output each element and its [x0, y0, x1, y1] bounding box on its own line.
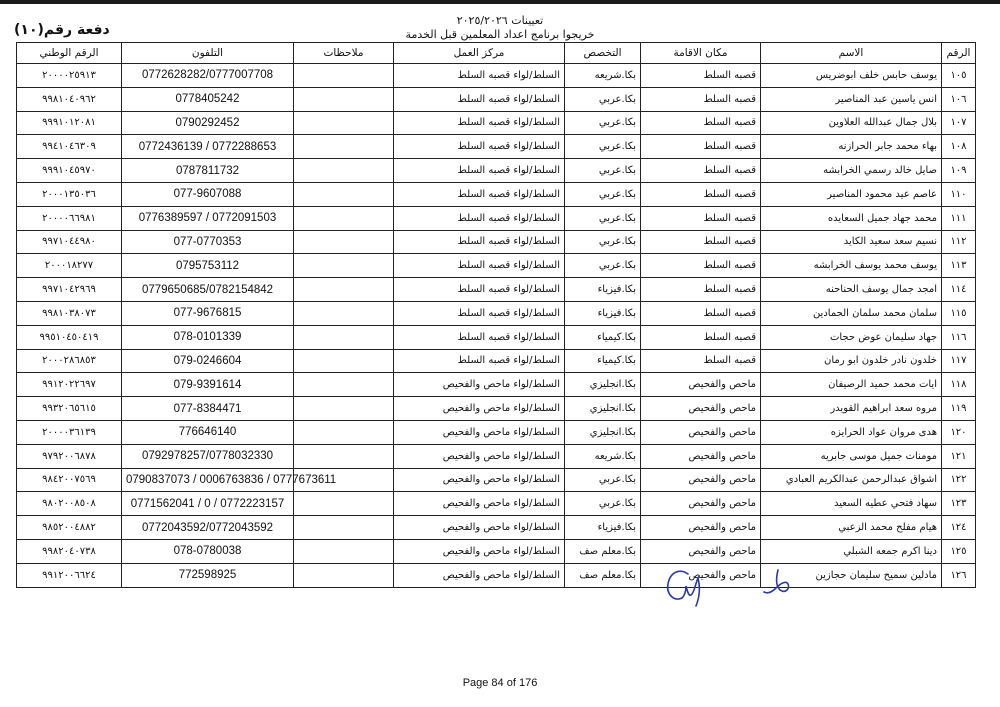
cell-name: جهاد سليمان عوض حجات: [761, 325, 942, 349]
cell-work: السلط/لواء قصبه السلط: [394, 230, 565, 254]
cell-work: السلط/لواء قصبه السلط: [394, 182, 565, 206]
cell-national-id: ٩٩٧١٠٤٢٩٦٩: [17, 278, 122, 302]
cell-num: ١٠٩: [942, 159, 976, 183]
cell-phone: 0772436139 / 0772288653: [122, 135, 294, 159]
cell-phone: 077-0770353: [122, 230, 294, 254]
cell-specialty: بكا.عربي: [565, 159, 641, 183]
table-body: [17, 64, 976, 588]
cell-phone: 078-0780038: [122, 539, 294, 563]
cell-work: السلط/لواء قصبه السلط: [394, 349, 565, 373]
cell-national-id: ٩٩٨٢٠٤٠٧٣٨: [17, 539, 122, 563]
cell-national-id: ٢٠٠٠٠٣٦١٣٩: [17, 420, 122, 444]
cell-phone: 0779650685/0782154842: [122, 278, 294, 302]
cell-num: ١١٦: [942, 325, 976, 349]
cell-num: ١١٣: [942, 254, 976, 278]
cell-national-id: ٢٠٠٠٢٨٦٨٥٣: [17, 349, 122, 373]
cell-national-id: ٢٠٠٠٠٢٥٩١٣: [17, 64, 122, 88]
cell-residence: قصبه السلط: [641, 278, 761, 302]
table-row: [17, 111, 976, 135]
cell-name: مومنات جميل موسى جابريه: [761, 444, 942, 468]
cell-name: عاصم عيد محمود المناصير: [761, 182, 942, 206]
cell-residence: ماحص والفحيص: [641, 539, 761, 563]
table-row: [17, 301, 976, 325]
cell-num: ١١٤: [942, 278, 976, 302]
col-header-phone: التلفون: [122, 43, 294, 64]
cell-num: ١٠٦: [942, 87, 976, 111]
cell-notes: [294, 444, 394, 468]
cell-specialty: بكا.فيزياء: [565, 301, 641, 325]
cell-national-id: ٩٩٨١٠٣٨٠٧٣: [17, 301, 122, 325]
cell-residence: قصبه السلط: [641, 159, 761, 183]
cell-residence: ماحص والفحيص: [641, 420, 761, 444]
cell-notes: [294, 135, 394, 159]
top-border: [0, 0, 1000, 4]
cell-specialty: بكا.عربي: [565, 111, 641, 135]
cell-residence: ماحص والفحيص: [641, 563, 761, 587]
table-row: [17, 87, 976, 111]
cell-notes: [294, 64, 394, 88]
col-header-residence: مكان الاقامة: [641, 43, 761, 64]
cell-phone: 0787811732: [122, 159, 294, 183]
handwritten-signatures: [650, 560, 810, 610]
table-row: [17, 230, 976, 254]
table-row: [17, 206, 976, 230]
cell-work: السلط/لواء قصبه السلط: [394, 111, 565, 135]
cell-phone: 078-0101339: [122, 325, 294, 349]
cell-notes: [294, 325, 394, 349]
cell-name: صايل خالد رسمي الخرابشه: [761, 159, 942, 183]
cell-phone: 0795753112: [122, 254, 294, 278]
cell-specialty: بكا.فيزياء: [565, 516, 641, 540]
cell-residence: قصبه السلط: [641, 301, 761, 325]
cell-notes: [294, 278, 394, 302]
cell-specialty: بكا.عربي: [565, 135, 641, 159]
cell-national-id: ٩٩٧١٠٤٤٩٨٠: [17, 230, 122, 254]
cell-notes: [294, 563, 394, 587]
cell-phone: 0772628282/0777007708: [122, 64, 294, 88]
table-row: [17, 278, 976, 302]
cell-phone: 776646140: [122, 420, 294, 444]
cell-work: السلط/لواء ماحص والفحيص: [394, 468, 565, 492]
cell-work: السلط/لواء قصبه السلط: [394, 278, 565, 302]
table-row: [17, 539, 976, 563]
cell-specialty: بكا.عربي: [565, 492, 641, 516]
cell-specialty: بكا.شريعه: [565, 64, 641, 88]
cell-notes: [294, 230, 394, 254]
cell-num: ١٢٠: [942, 420, 976, 444]
table-row: [17, 159, 976, 183]
table-row: [17, 420, 976, 444]
cell-phone: 0790837073 / 0006763836 / 0777673611: [122, 468, 294, 492]
cell-residence: قصبه السلط: [641, 206, 761, 230]
cell-phone: 0776389597 / 0772091503: [122, 206, 294, 230]
col-header-specialty: التخصص: [565, 43, 641, 64]
cell-work: السلط/لواء ماحص والفحيص: [394, 563, 565, 587]
batch-number: دفعة رقم(١٠): [14, 22, 110, 38]
table-row: [17, 135, 976, 159]
table-row: [17, 468, 976, 492]
cell-national-id: ٩٧٩٢٠٠٦٨٧٨: [17, 444, 122, 468]
cell-notes: [294, 539, 394, 563]
table-row: [17, 397, 976, 421]
cell-notes: [294, 492, 394, 516]
cell-specialty: بكا.عربي: [565, 87, 641, 111]
cell-name: ايات محمد حميد الرصيفان: [761, 373, 942, 397]
cell-residence: قصبه السلط: [641, 325, 761, 349]
cell-national-id: ٩٩٤١٠٤٦٣٠٩: [17, 135, 122, 159]
table-row: [17, 492, 976, 516]
cell-num: ١٢١: [942, 444, 976, 468]
cell-national-id: ٩٩٣٢٠٦٥٦١٥: [17, 397, 122, 421]
table-row: [17, 444, 976, 468]
cell-phone: 077-9676815: [122, 301, 294, 325]
cell-national-id: ٩٨٠٢٠٠٨٥٠٨: [17, 492, 122, 516]
cell-residence: قصبه السلط: [641, 135, 761, 159]
cell-num: ١٢٣: [942, 492, 976, 516]
cell-name: مادلين سميح سليمان حجازين: [761, 563, 942, 587]
cell-work: السلط/لواء قصبه السلط: [394, 64, 565, 88]
cell-national-id: ٩٩١٢٠٠٦٦٢٤: [17, 563, 122, 587]
cell-work: السلط/لواء قصبه السلط: [394, 206, 565, 230]
col-header-work: مركز العمل: [394, 43, 565, 64]
table-row: [17, 563, 976, 587]
cell-num: ١١٧: [942, 349, 976, 373]
cell-name: سلمان محمد سلمان الحمادين: [761, 301, 942, 325]
cell-name: انس ياسين عبد المناصير: [761, 87, 942, 111]
cell-residence: قصبه السلط: [641, 111, 761, 135]
cell-national-id: ٩٩٩١٠٤٥٩٧٠: [17, 159, 122, 183]
cell-notes: [294, 397, 394, 421]
cell-national-id: ٩٩١٢٠٢٢٦٩٧: [17, 373, 122, 397]
cell-residence: ماحص والفحيص: [641, 373, 761, 397]
cell-name: محمد جهاد جميل السعايده: [761, 206, 942, 230]
cell-work: السلط/لواء قصبه السلط: [394, 325, 565, 349]
cell-specialty: بكا.معلم صف: [565, 539, 641, 563]
document-subtitle: خريجوا برنامج اعداد المعلمين قبل الخدمة: [405, 28, 595, 41]
cell-work: السلط/لواء قصبه السلط: [394, 135, 565, 159]
table-row: [17, 349, 976, 373]
cell-phone: 0790292452: [122, 111, 294, 135]
cell-phone: 0792978257/0778032330: [122, 444, 294, 468]
cell-name: يوسف حابس خلف ابوضريس: [761, 64, 942, 88]
cell-name: بهاء محمد جابر الحرازنه: [761, 135, 942, 159]
cell-name: هيام مفلح محمد الزعبي: [761, 516, 942, 540]
cell-num: ١٠٨: [942, 135, 976, 159]
cell-national-id: ٩٩٩١٠١٢٠٨١: [17, 111, 122, 135]
cell-work: السلط/لواء ماحص والفحيص: [394, 397, 565, 421]
cell-national-id: ٢٠٠٠١٨٢٧٧: [17, 254, 122, 278]
cell-residence: ماحص والفحيص: [641, 468, 761, 492]
cell-residence: قصبه السلط: [641, 254, 761, 278]
cell-name: يوسف محمد يوسف الخرابشه: [761, 254, 942, 278]
cell-notes: [294, 254, 394, 278]
cell-num: ١٢٦: [942, 563, 976, 587]
cell-residence: قصبه السلط: [641, 349, 761, 373]
cell-notes: [294, 182, 394, 206]
table-row: [17, 516, 976, 540]
cell-specialty: بكا.عربي: [565, 468, 641, 492]
cell-national-id: ٩٩٥١٠٤٥٠٤١٩: [17, 325, 122, 349]
cell-work: السلط/لواء قصبه السلط: [394, 87, 565, 111]
cell-residence: ماحص والفحيص: [641, 444, 761, 468]
cell-specialty: بكا.معلم صف: [565, 563, 641, 587]
cell-specialty: بكا.كيمياء: [565, 349, 641, 373]
cell-num: ١١٥: [942, 301, 976, 325]
cell-work: السلط/لواء قصبه السلط: [394, 301, 565, 325]
cell-residence: قصبه السلط: [641, 182, 761, 206]
col-header-national-id: الرقم الوطني: [17, 43, 122, 64]
page-number: Page 84 of 176: [462, 677, 538, 689]
col-header-num: الرقم: [942, 43, 976, 64]
cell-work: السلط/لواء قصبه السلط: [394, 254, 565, 278]
cell-num: ١٢٤: [942, 516, 976, 540]
cell-specialty: بكا.انجليزي: [565, 373, 641, 397]
cell-phone: 077-8384471: [122, 397, 294, 421]
cell-phone: 0778405242: [122, 87, 294, 111]
cell-notes: [294, 349, 394, 373]
cell-num: ١٠٥: [942, 64, 976, 88]
table-header-row: [17, 43, 976, 64]
cell-phone: 079-9391614: [122, 373, 294, 397]
cell-residence: ماحص والفحيص: [641, 397, 761, 421]
cell-work: السلط/لواء ماحص والفحيص: [394, 373, 565, 397]
cell-num: ١١٢: [942, 230, 976, 254]
cell-notes: [294, 516, 394, 540]
cell-name: سهاد فتحي عطيه السعيد: [761, 492, 942, 516]
cell-name: امجد جمال يوسف الحناحنه: [761, 278, 942, 302]
cell-name: دينا اكرم جمعه الشبلي: [761, 539, 942, 563]
cell-num: ١١٠: [942, 182, 976, 206]
cell-phone: 772598925: [122, 563, 294, 587]
table-row: [17, 254, 976, 278]
cell-national-id: ٢٠٠٠١٣٥٠٣٦: [17, 182, 122, 206]
cell-num: ١٢٢: [942, 468, 976, 492]
cell-residence: قصبه السلط: [641, 87, 761, 111]
table-row: [17, 64, 976, 88]
cell-name: مروه سعد ابراهيم القويدر: [761, 397, 942, 421]
cell-name: اشواق عبدالرحمن عبدالكريم العبادي: [761, 468, 942, 492]
cell-num: ١١٩: [942, 397, 976, 421]
cell-residence: ماحص والفحيص: [641, 492, 761, 516]
cell-specialty: بكا.عربي: [565, 254, 641, 278]
cell-work: السلط/لواء ماحص والفحيص: [394, 444, 565, 468]
cell-specialty: بكا.عربي: [565, 230, 641, 254]
cell-num: ١١١: [942, 206, 976, 230]
cell-national-id: ٢٠٠٠٠٦٦٩٨١: [17, 206, 122, 230]
cell-residence: ماحص والفحيص: [641, 516, 761, 540]
cell-notes: [294, 111, 394, 135]
cell-name: بلال جمال عبدالله العلاوين: [761, 111, 942, 135]
cell-work: السلط/لواء قصبه السلط: [394, 159, 565, 183]
cell-national-id: ٩٨٥٢٠٠٤٨٨٢: [17, 516, 122, 540]
cell-phone: 077-9607088: [122, 182, 294, 206]
cell-phone: 0772043592/0772043592: [122, 516, 294, 540]
appointments-table: [16, 42, 976, 588]
cell-specialty: بكا.فيزياء: [565, 278, 641, 302]
cell-specialty: بكا.انجليزي: [565, 397, 641, 421]
cell-specialty: بكا.كيمياء: [565, 325, 641, 349]
cell-residence: قصبه السلط: [641, 230, 761, 254]
cell-num: ١١٨: [942, 373, 976, 397]
cell-work: السلط/لواء ماحص والفحيص: [394, 539, 565, 563]
cell-work: السلط/لواء ماحص والفحيص: [394, 516, 565, 540]
cell-work: السلط/لواء ماحص والفحيص: [394, 492, 565, 516]
cell-specialty: بكا.عربي: [565, 206, 641, 230]
cell-name: نسيم سعد سعيد الكايد: [761, 230, 942, 254]
cell-notes: [294, 206, 394, 230]
cell-national-id: ٩٨٤٢٠٠٧٥٦٩: [17, 468, 122, 492]
col-header-name: الاسم: [761, 43, 942, 64]
col-header-notes: ملاحظات: [294, 43, 394, 64]
cell-specialty: بكا.انجليزي: [565, 420, 641, 444]
cell-notes: [294, 159, 394, 183]
cell-national-id: ٩٩٨١٠٤٠٩٦٢: [17, 87, 122, 111]
cell-phone: 0771562041 / 0 / 0772223157: [122, 492, 294, 516]
cell-work: السلط/لواء ماحص والفحيص: [394, 420, 565, 444]
cell-name: خلدون نادر خلدون ابو رمان: [761, 349, 942, 373]
cell-num: ١٠٧: [942, 111, 976, 135]
cell-phone: 079-0246604: [122, 349, 294, 373]
cell-name: هدى مروان عواد الحرايزه: [761, 420, 942, 444]
table-row: [17, 182, 976, 206]
cell-notes: [294, 87, 394, 111]
cell-specialty: بكا.شريعه: [565, 444, 641, 468]
table-row: [17, 373, 976, 397]
cell-notes: [294, 420, 394, 444]
table-row: [17, 325, 976, 349]
cell-specialty: بكا.عربي: [565, 182, 641, 206]
cell-notes: [294, 373, 394, 397]
cell-residence: قصبه السلط: [641, 64, 761, 88]
cell-notes: [294, 301, 394, 325]
cell-num: ١٢٥: [942, 539, 976, 563]
document-title: تعيينات ٢٠٢٥/٢٠٢٦: [456, 14, 544, 27]
